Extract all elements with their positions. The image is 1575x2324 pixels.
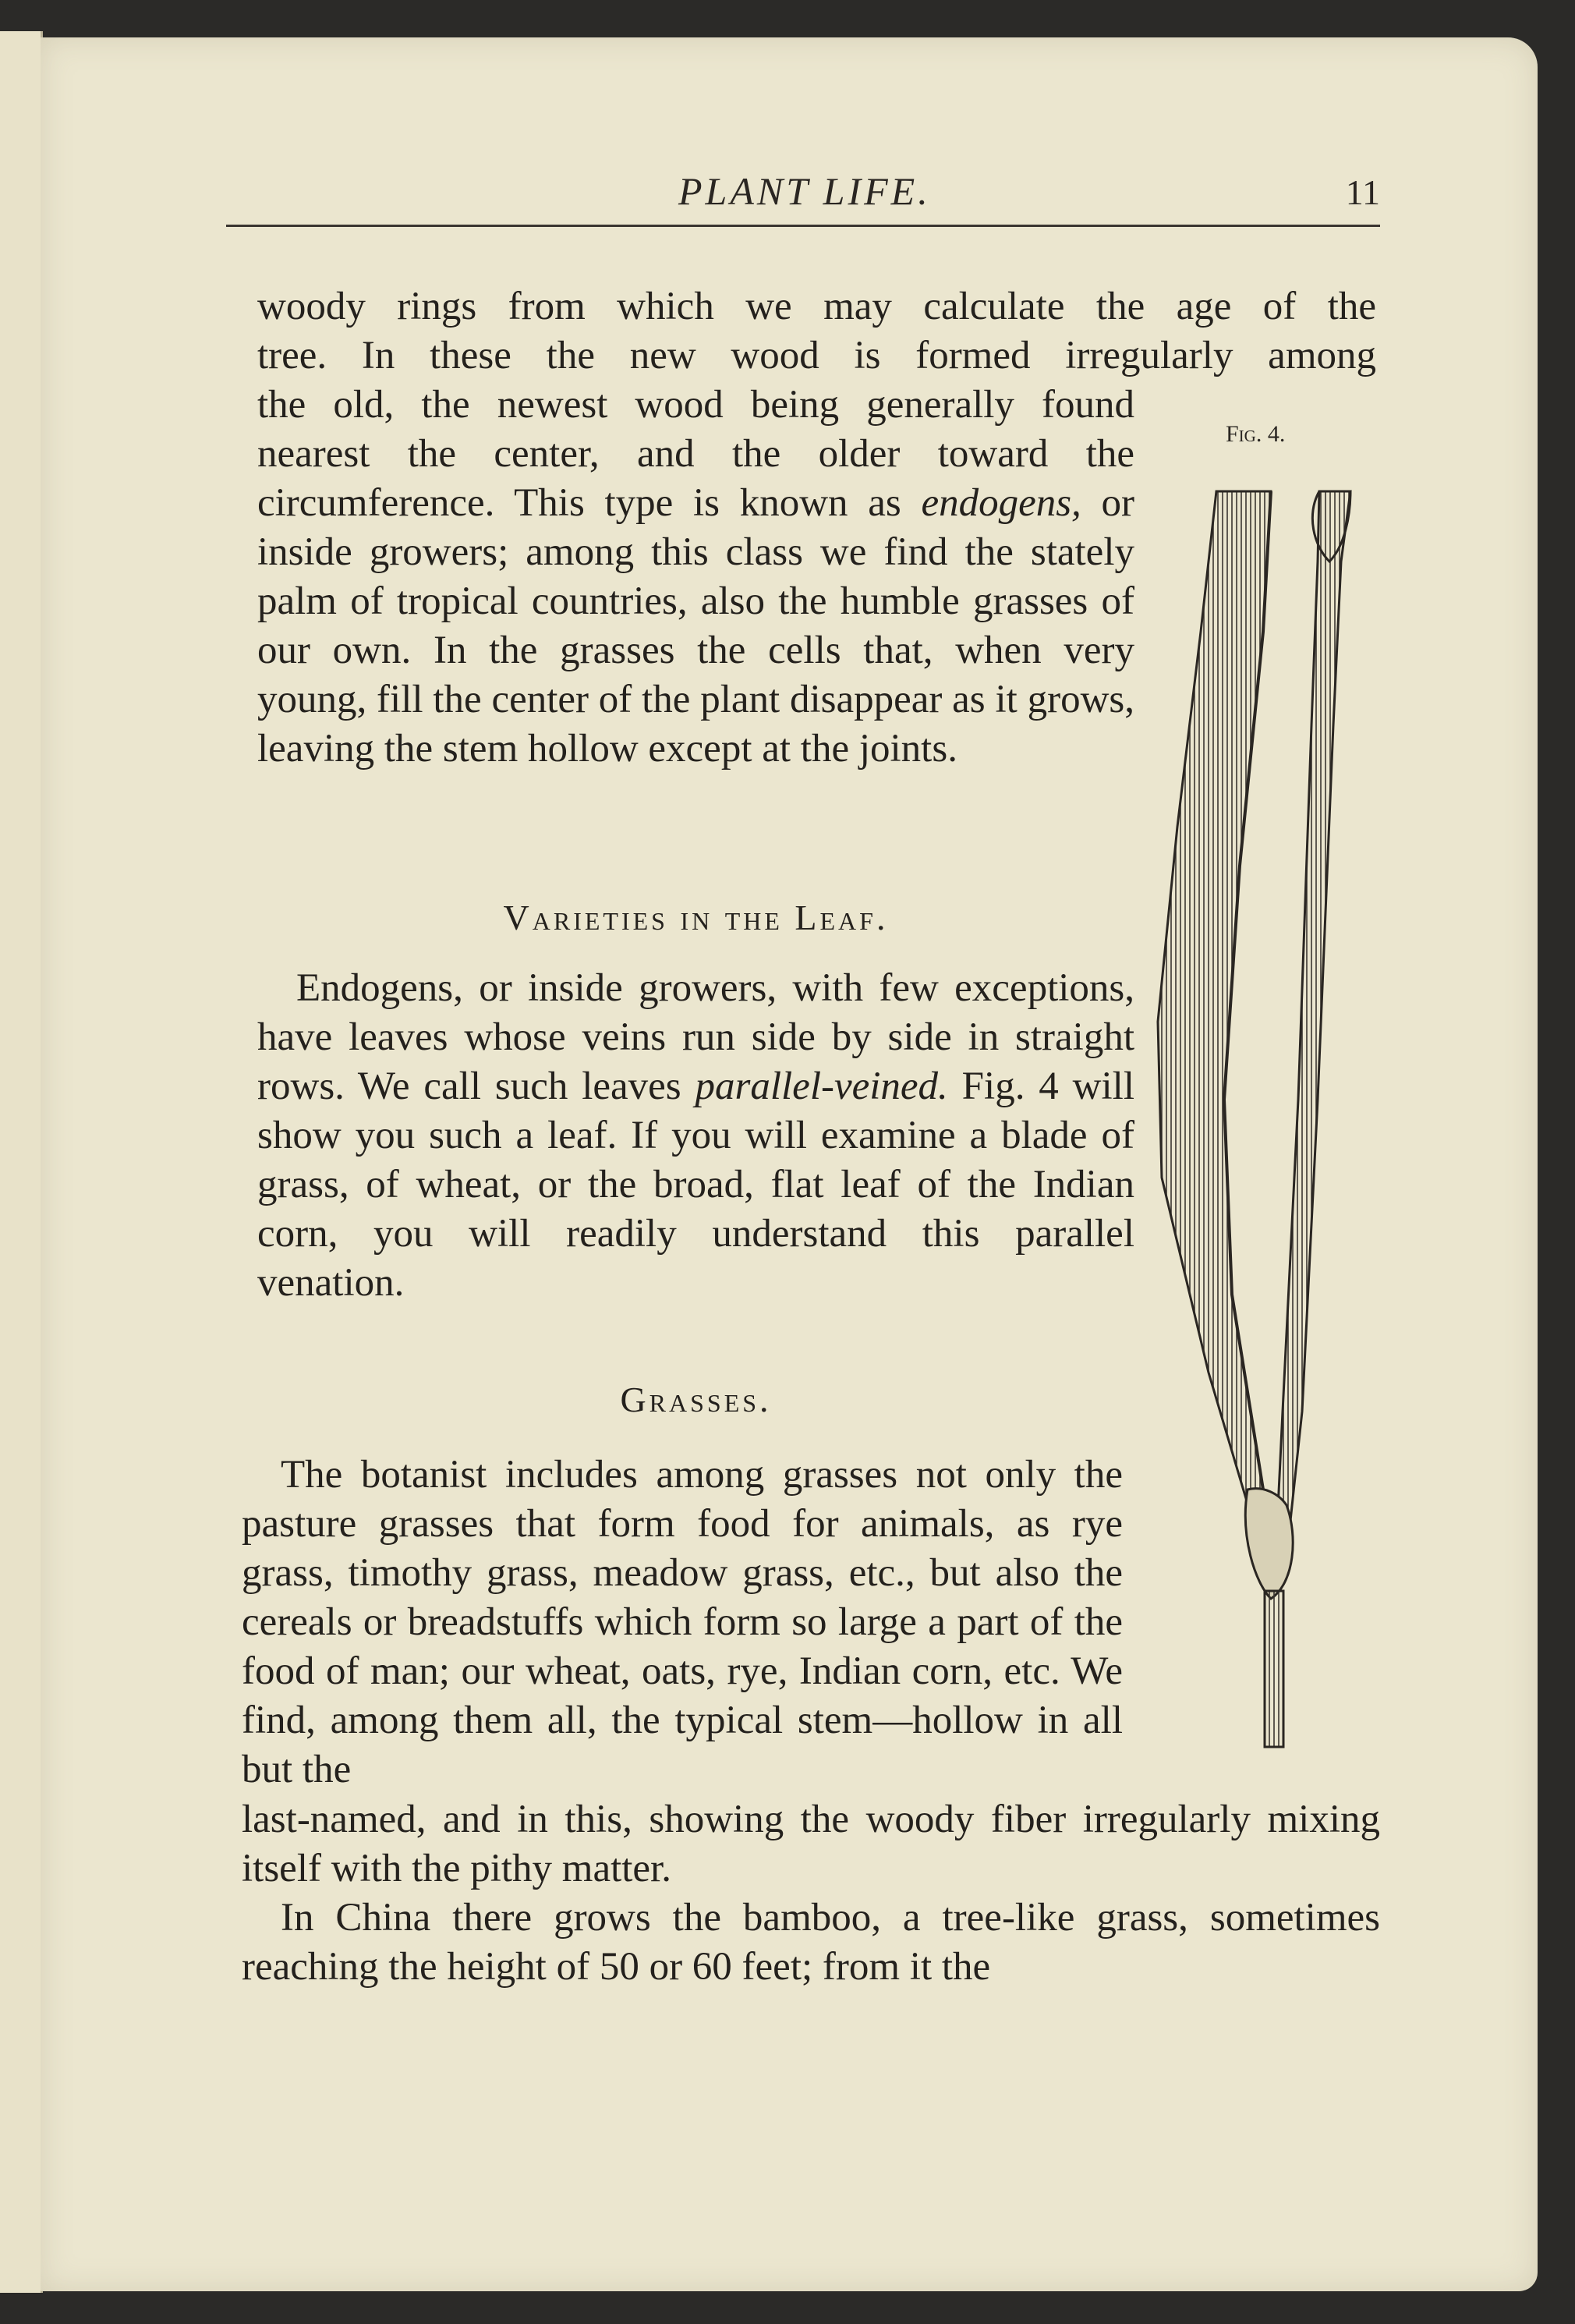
stalk xyxy=(1265,1591,1283,1747)
intro-paragraph xyxy=(257,381,1134,774)
figure-grass-blade xyxy=(1146,476,1380,1762)
section-heading-varieties: Varieties in the Leaf. xyxy=(503,898,889,937)
intro-line-2: tree. In these the new wood is formed irregularly among xyxy=(257,334,1376,377)
grass-blade-illustration xyxy=(1146,476,1380,1762)
intro-line-1: woody rings from which we may calculate the age of the xyxy=(257,285,1376,328)
intro-rest: the old, the newest wood being generally found nearest the center, and the older toward the circumference. This type is known as xyxy=(257,383,1134,525)
intro-end: or inside growers; among this class we find the stately palm of tropical countries, also the humble grasses of our own. In the grasses the cells that, when very young, fill the center of the plant disappear as it grows, leaving the stem hollow except at the joints. xyxy=(257,481,1134,771)
page-number: 11 xyxy=(1345,172,1380,212)
varieties-text-a: Endogens, or inside growers, with few exceptions, have leaves whose veins run side by side in straight rows. We call such leaves xyxy=(257,966,1134,1108)
grasses-para1-wrapped: The botanist includes among grasses not only the pasture grasses that form food for animals, as rye grass, timothy grass, meadow grass, etc., but also the cereals or breadstuffs which form so large a part of the food of man; our wheat, oats, rye, Indian corn, etc. We find, among them all, the typical stem—hollow in all but the xyxy=(242,1453,1123,1791)
stem xyxy=(1277,491,1350,1525)
grasses-para1-full: last-named, and in this, showing the woody fiber irregularly mixing itself with the pithy matter. xyxy=(242,1798,1380,1890)
intro-full-lines xyxy=(257,282,1376,381)
stem-node xyxy=(1245,1489,1293,1599)
intro-emphasis: endogens, xyxy=(921,481,1081,525)
varieties-emphasis: parallel-veined. xyxy=(695,1065,948,1108)
grasses-para2: In China there grows the bamboo, a tree-like grass, sometimes reaching the height of 50 or 60 feet; from it the xyxy=(242,1896,1380,1989)
grasses-paragraph-wrapped xyxy=(242,1451,1123,1794)
grasses-paragraph-full xyxy=(242,1795,1380,1992)
leaf-blade xyxy=(1158,491,1275,1529)
facing-page-edge xyxy=(0,31,43,2293)
varieties-text-b: Fig. 4 will show you such a leaf. If you will examine a blade of grass, of wheat, or the broad, flat leaf of the Indian corn, you will readily understand this parallel venation. xyxy=(257,1065,1135,1305)
figure-label: Fig. 4. xyxy=(1226,421,1286,447)
section-heading-grasses: Grasses. xyxy=(620,1380,772,1419)
running-head xyxy=(226,137,1380,227)
running-head-title: PLANT LIFE. xyxy=(678,169,931,213)
section-varieties-paragraph xyxy=(257,964,1134,1308)
